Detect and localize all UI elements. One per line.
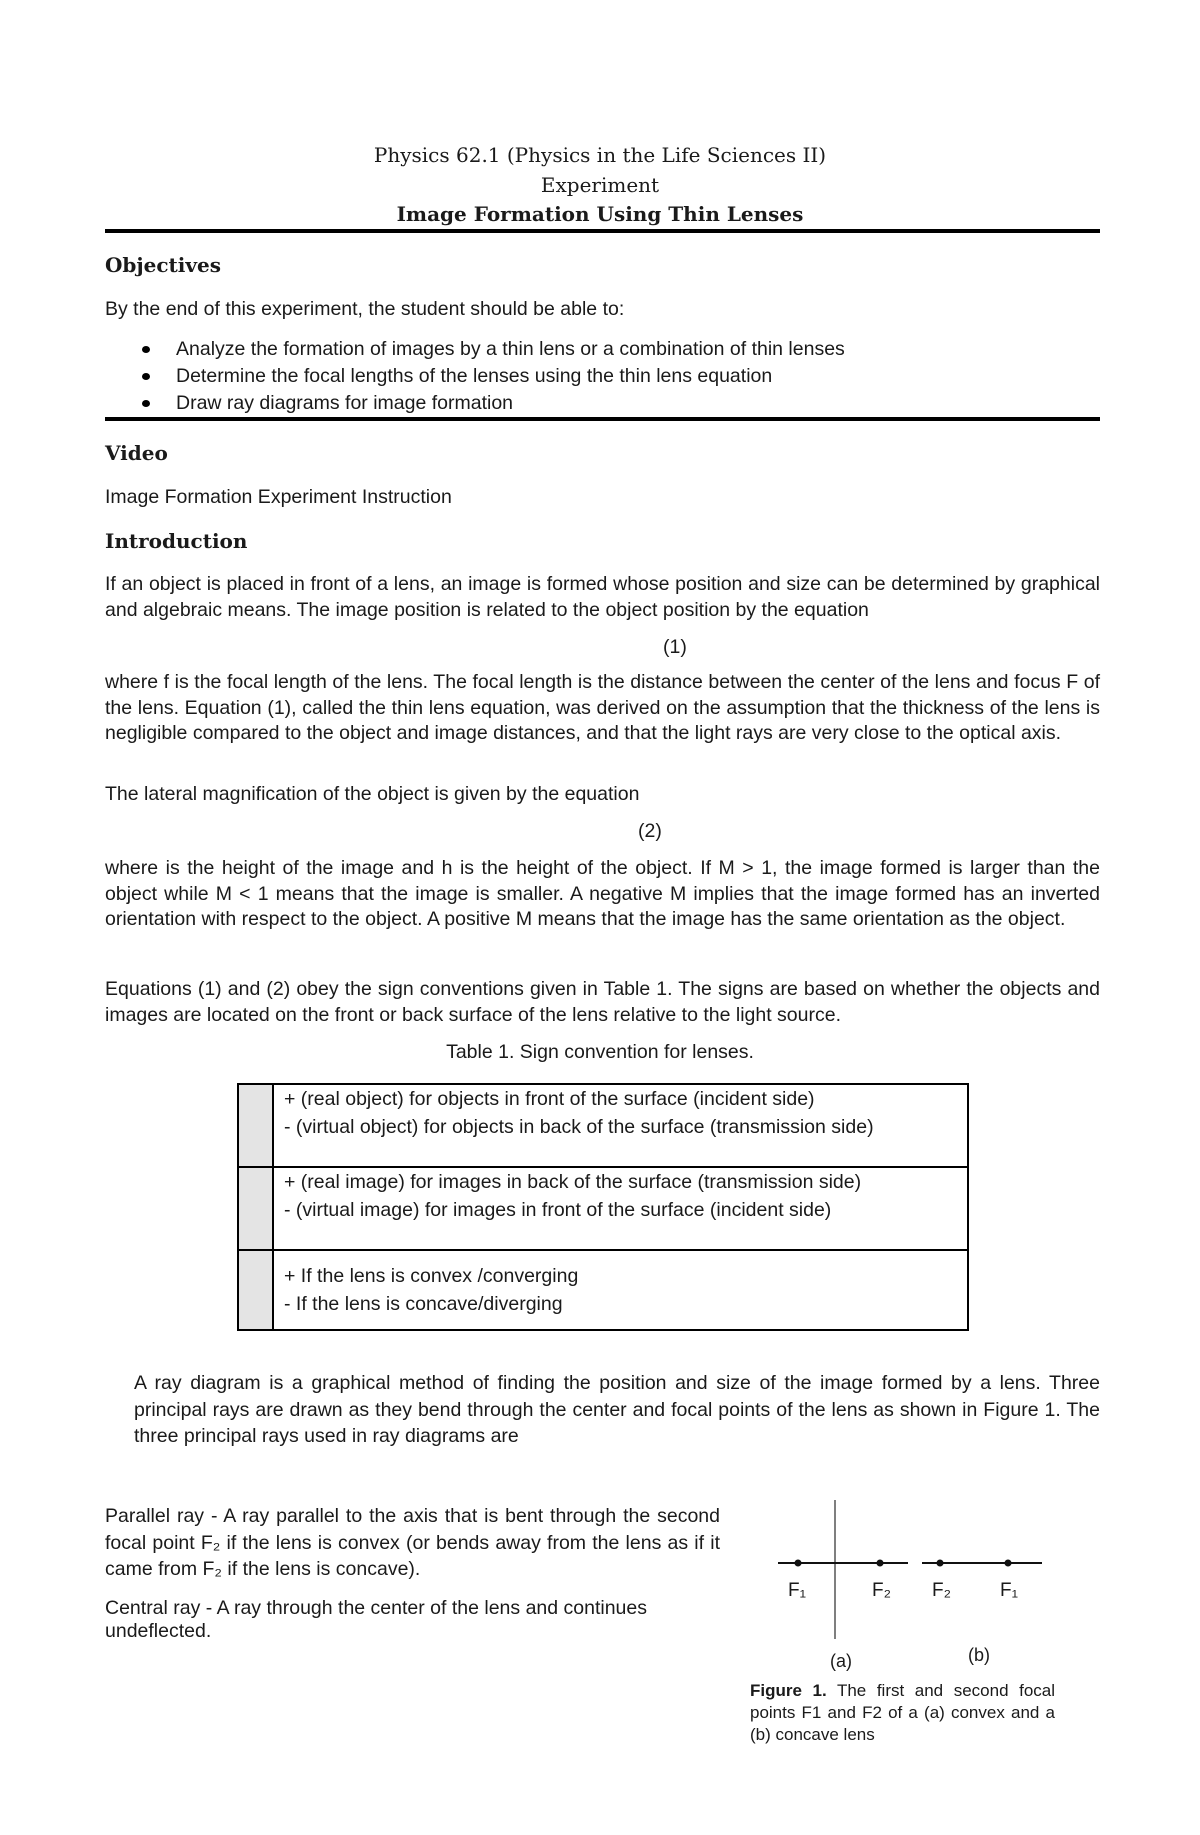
focal-point-f1-b [1005,1560,1012,1567]
table-caption: Table 1. Sign convention for lenses. [446,1041,754,1063]
cell-line: + (real image) for images in back of the surface (transmission side) [284,1171,862,1193]
objectives-rule [105,417,1100,421]
list-item: Analyze the formation of images by a thin lens or a combination of thin lenses [140,336,845,363]
magnification-paragraph: where is the height of the image and h is the height of the object. If M > 1, the image formed is larger than the object while M < 1 means that the image is smaller. A negative M implies that the image formed has an inverted orientation with respect to the object. A positive M means that the image has the same orientation as the object. [105,857,1100,930]
parallel-ray-paragraph: Parallel ray - A ray parallel to the axis that is bent through the second focal point F₂ if the lens is convex (or bends away from the lens as if it came from F₂ if the lens is concave). [105,1505,720,1580]
cell-line: - (virtual object) for objects in back of the surface (transmission side) [284,1116,874,1138]
symbol-cell [238,1250,273,1330]
list-item: Determine the focal lengths of the lenses using the thin lens equation [140,363,845,390]
table-cell [273,1167,968,1250]
cell-line: - (virtual image) for images in front of the surface (incident side) [284,1199,832,1221]
figure-caption-label: Figure 1. [750,1681,827,1700]
table-row [238,1084,968,1167]
figure-label-f1-a: F₁ [788,1580,807,1601]
objectives-intro: By the end of this experiment, the student should be able to: [105,298,625,320]
page-title: Image Formation Using Thin Lenses [396,202,804,226]
figure-part-b-label: (b) [968,1645,990,1665]
document-type: Experiment [540,173,660,197]
figure-part-a-label: (a) [830,1651,852,1671]
figure-label-f2-a: F₂ [872,1580,891,1601]
figure-label-f1-b: F₁ [1000,1580,1019,1601]
table-row [238,1167,968,1250]
central-ray-paragraph: Central ray - A ray through the center of the lens and continues undeflected. [105,1597,647,1642]
figure-label-f2-b: F₂ [932,1580,951,1601]
symbol-cell [238,1084,273,1167]
video-link[interactable]: Image Formation Experiment Instruction [105,486,452,508]
focal-point-f2-a [877,1560,884,1567]
focal-point-f2-b [937,1560,944,1567]
focal-length-paragraph: where f is the focal length of the lens. The focal length is the distance between the center of the lens and focus F of the lens. Equation (1), called the thin lens equation, was derived on the assumption that the thickness of the lens is negligible compared to the object and image distances, and that the light rays are very close to the optical axis. [105,671,1100,744]
video-heading: Video [105,441,168,465]
symbol-cell [238,1167,273,1250]
sign-convention-table [237,1083,969,1331]
objectives-heading: Objectives [105,253,221,277]
sign-convention-paragraph: Equations (1) and (2) obey the sign conventions given in Table 1. The signs are based on whether the objects and images are located on the front or back surface of the lens relative to the light source. [105,978,1100,1026]
cell-line: + If the lens is convex /converging [284,1265,579,1287]
magnification-intro: The lateral magnification of the object is given by the equation [105,783,640,805]
title-rule [105,229,1100,233]
table-row [238,1250,968,1330]
focal-points-figure [770,1497,1070,1677]
intro-paragraph: If an object is placed in front of a lens, an image is formed whose position and size can be determined by graphical and algebraic means. The image position is related to the object position by the equation [105,573,1100,621]
course-title: Physics 62.1 (Physics in the Life Sciences II) [373,143,827,167]
introduction-heading: Introduction [105,529,248,553]
list-item: Draw ray diagrams for image formation [140,390,845,417]
table-cell [273,1250,968,1330]
focal-point-f1-a [795,1560,802,1567]
cell-line: + (real object) for objects in front of the surface (incident side) [284,1088,815,1110]
figure-caption-text: The first and second focal points F1 and F2 of a (a) convex and a (b) concave lens [750,1681,1055,1744]
objectives-list [140,336,845,417]
cell-line: - If the lens is concave/diverging [284,1293,563,1315]
equation-2-number: (2) [638,820,662,842]
figure-caption [750,1680,1055,1746]
equation-1-number: (1) [663,636,687,658]
ray-diagram-paragraph: A ray diagram is a graphical method of finding the position and size of the image formed by a lens. Three principal rays are drawn as they bend through the center and focal points of the lens as shown in Figure 1. The three principal rays used in ray diagrams are [134,1372,1100,1447]
table-cell [273,1084,968,1167]
